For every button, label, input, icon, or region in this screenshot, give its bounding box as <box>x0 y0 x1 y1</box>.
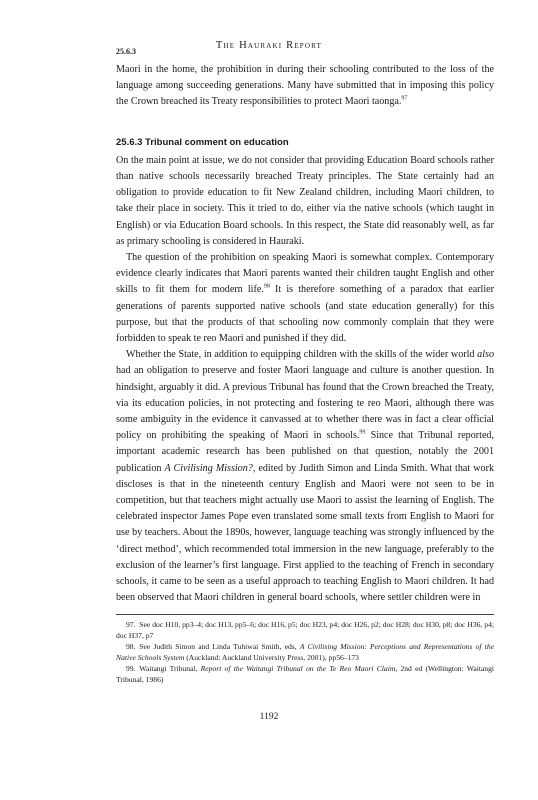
body-text <box>116 62 494 607</box>
section-number: 25.6.3 <box>116 47 136 56</box>
book-title: A Civilising Mission? <box>164 462 253 474</box>
paragraph-2 <box>116 250 494 347</box>
paragraph-3 <box>116 347 494 606</box>
footnote-ref-99: 99 <box>359 429 366 436</box>
paragraph-text: It is therefore something of a paradox that earlier generations of parents supported native schools (and state education generally) for this purpose, but that the products of that schooling now commonly complain that they were forbidden to speak te reo Maori and punished if they did. <box>116 284 494 345</box>
footnote-divider <box>116 614 494 615</box>
footnote-99 <box>116 664 494 685</box>
continued-paragraph <box>116 62 494 111</box>
running-header: The Hauraki Report <box>215 40 323 51</box>
footnote-ref-97: 97 <box>401 96 408 103</box>
page-number: 1192 <box>259 712 279 722</box>
footnote-97: 97. See doc H10, pp3–4; doc H13, pp5–6; doc H16, p5; doc H23, p4; doc H26, p2; doc H28; doc H30, p8; doc H36, p4; doc H37, p7 <box>116 620 494 640</box>
footnote-book-title: A Civilising Mission: Perceptions and Representations of the Native Schools System <box>116 642 494 662</box>
footnote-ref-98: 98 <box>263 284 270 291</box>
paragraph-text: Since that Tribunal reported, important academic research has been published on that question, notably the 2001 publication <box>116 430 494 474</box>
footnote-report-title: Report of the Waitangi Tribunal on the Te Reo Maori Claim <box>200 664 396 674</box>
paragraph-text: The question of the prohibition on speaking Maori is somewhat complex. Contemporary evidence clearly indicates that Maori parents wanted their children taught English and other skills to fit them for modern life. <box>116 252 494 296</box>
footnote-text: 99. Waitangi Tribunal, <box>126 664 201 674</box>
paragraph-text: had an obligation to preserve and foster Maori language and culture is another question. In hindsight, arguably it did. A previous Tribunal has found that the Crown breached the Treaty, via its education policies, in not protecting and fostering te reo Maori, although there was some ambiguity in the evidence it canvassed at to whether there was in fact a clear official policy on prohibiting the speaking of Maori in schools. <box>116 365 494 442</box>
footnote-text: 98. See Judith Simon and Linda Tuhiwai Smith, eds, <box>126 642 300 652</box>
paragraph-text: , edited by Judith Simon and Linda Smith. What that work discloses is that in the nineteenth century English and Maori were not seen to be in competition, but that teachers might actually use Maori to assist the learning of English. The celebrated inspector James Pope even translated some small texts from English to Maori for use by teachers. About the 1890s, however, language teaching was strongly influenced by the ‘direct method’, which recommended total immersion in the new language, preferably to the exclusion of the learner’s first language. First applied to the teaching of French in secondary schools, it came to be seen as a useful approach to teaching English to Maori children. It had been observed that Maori children in general board schools, where settler children were in <box>116 462 494 604</box>
footnote-text: , 2nd ed (Wellington: Waitangi Tribunal, 1986) <box>116 664 494 684</box>
paragraph-text: Whether the State, in addition to equipping children with the skills of the wider world <box>126 349 478 361</box>
paragraph-text: Maori in the home, the prohibition in during their schooling contributed to the loss of the language among succeeding generations. Many have submitted that in imposing this policy the Crown breached its Treaty responsibilities to protect Maori taonga. <box>116 64 494 108</box>
footnote-98 <box>116 642 494 663</box>
footnotes <box>116 620 494 687</box>
section-heading: 25.6.3 Tribunal comment on education <box>116 136 289 148</box>
emphasis-also: also <box>477 349 494 361</box>
footnote-text: (Auckland: Auckland University Press, 2001), pp56–173 <box>184 652 359 662</box>
paragraph-1: On the main point at issue, we do not consider that providing Education Board schools rather than native schools necessarily breached Treaty principles. The State certainly had an obligation to provide education to fit New Zealand children, including Maori children, to take their place in society. This it tried to do, either via the native schools (which taught in English) or via Education Board schools. In this respect, the State did reasonably well, as far as primary schooling is considered in Hauraki. <box>116 154 494 247</box>
